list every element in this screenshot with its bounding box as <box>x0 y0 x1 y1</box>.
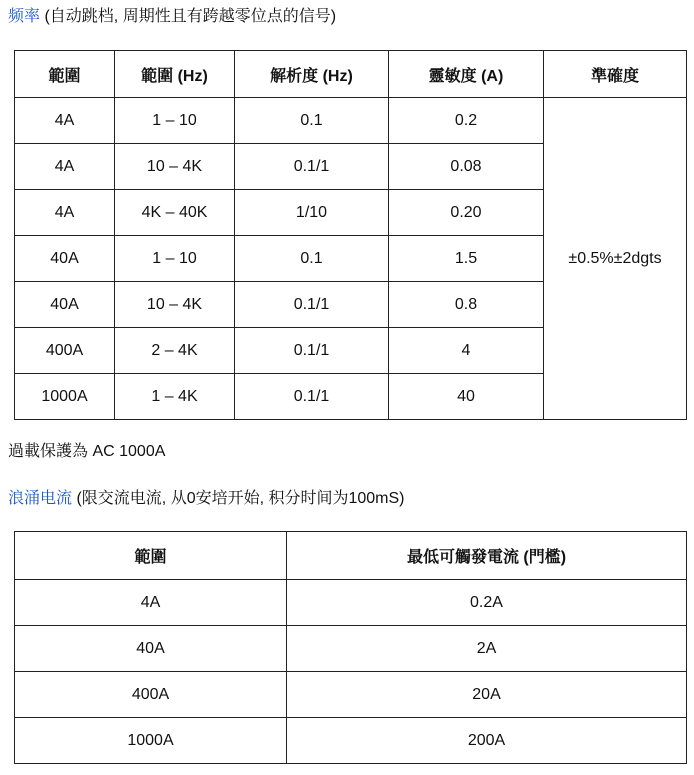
cell-sensitivity: 4 <box>389 328 544 374</box>
table-header-row <box>15 51 687 98</box>
column-header-min-trigger-current: 最低可觸發電流 (門檻) <box>287 532 687 580</box>
cell-range: 40A <box>15 626 287 672</box>
cell-range: 4A <box>15 190 115 236</box>
cell-sensitivity: 0.20 <box>389 190 544 236</box>
cell-range-hz: 1 – 10 <box>115 236 235 282</box>
frequency-title: 频率 <box>8 6 41 25</box>
frequency-heading <box>8 6 336 27</box>
cell-sensitivity: 1.5 <box>389 236 544 282</box>
cell-resolution: 0.1/1 <box>235 374 389 420</box>
cell-range: 400A <box>15 328 115 374</box>
cell-range: 400A <box>15 672 287 718</box>
cell-sensitivity: 40 <box>389 374 544 420</box>
cell-range: 1000A <box>15 718 287 764</box>
cell-sensitivity: 0.08 <box>389 144 544 190</box>
frequency-spec-table <box>14 50 687 420</box>
column-header-accuracy: 準確度 <box>544 51 687 98</box>
table-row <box>15 626 687 672</box>
cell-range: 4A <box>15 144 115 190</box>
cell-min-trigger-current: 200A <box>287 718 687 764</box>
inrush-heading <box>8 488 405 509</box>
cell-range: 4A <box>15 580 287 626</box>
cell-min-trigger-current: 0.2A <box>287 580 687 626</box>
table-row <box>15 580 687 626</box>
cell-resolution: 0.1 <box>235 236 389 282</box>
cell-resolution: 0.1/1 <box>235 328 389 374</box>
table-row <box>15 672 687 718</box>
cell-sensitivity: 0.2 <box>389 98 544 144</box>
cell-resolution: 0.1 <box>235 98 389 144</box>
overload-protection-note: 過載保護為 AC 1000A <box>8 443 166 460</box>
cell-range-hz: 1 – 4K <box>115 374 235 420</box>
cell-range-hz: 2 – 4K <box>115 328 235 374</box>
cell-range: 4A <box>15 98 115 144</box>
cell-range-hz: 1 – 10 <box>115 98 235 144</box>
cell-range-hz: 10 – 4K <box>115 282 235 328</box>
column-header-range: 範圍 <box>15 532 287 580</box>
cell-min-trigger-current: 20A <box>287 672 687 718</box>
cell-resolution: 1/10 <box>235 190 389 236</box>
cell-range-hz: 4K – 40K <box>115 190 235 236</box>
frequency-subtitle: (自动跳档, 周期性且有跨越零位点的信号) <box>44 8 337 25</box>
table-header-row <box>15 532 687 580</box>
inrush-title: 浪涌电流 <box>8 488 73 507</box>
column-header-range: 範圍 <box>15 51 115 98</box>
inrush-subtitle: (限交流电流, 从0安培开始, 积分时间为100mS) <box>76 490 405 507</box>
inrush-spec-table <box>14 531 687 764</box>
cell-resolution: 0.1/1 <box>235 144 389 190</box>
table-row <box>15 98 687 144</box>
column-header-sensitivity: 靈敏度 (A) <box>389 51 544 98</box>
column-header-resolution: 解析度 (Hz) <box>235 51 389 98</box>
cell-min-trigger-current: 2A <box>287 626 687 672</box>
table-row <box>15 718 687 764</box>
cell-range: 1000A <box>15 374 115 420</box>
cell-accuracy: ±0.5%±2dgts <box>544 98 687 420</box>
cell-sensitivity: 0.8 <box>389 282 544 328</box>
column-header-range-hz: 範圍 (Hz) <box>115 51 235 98</box>
cell-range-hz: 10 – 4K <box>115 144 235 190</box>
cell-range: 40A <box>15 282 115 328</box>
cell-range: 40A <box>15 236 115 282</box>
cell-resolution: 0.1/1 <box>235 282 389 328</box>
